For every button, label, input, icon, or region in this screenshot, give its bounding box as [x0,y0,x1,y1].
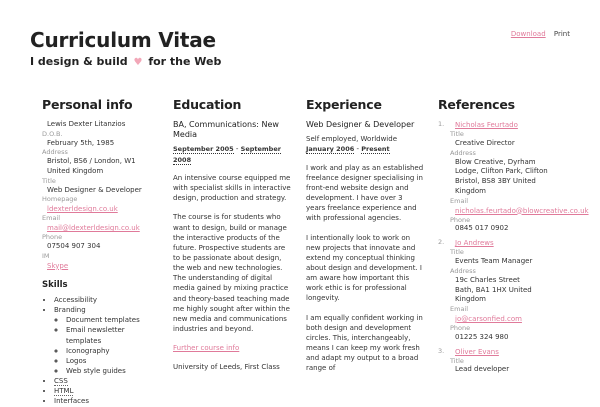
ref-email-label: Email [450,305,469,314]
personal-info-heading: Personal info [42,97,133,112]
ref-email-link[interactable]: jo@carsonfied.com [455,314,522,323]
company-name: Self employed, Worldwide [306,135,398,144]
experience-paragraph: I work and play as an established freelance designer specialising in front-end website design and development. I have over 3 years freelance experience and with professional agencies. [306,163,424,223]
experience-paragraph: I intentionally look to work on new projects that innovate and extend my conceptual thinking about design and development. I am aware how important this work ethic is for professional longevity. [306,233,422,303]
ref-email-label: Email [450,196,469,205]
references-column [438,96,589,400]
experience-paragraph: I am equally confident working in both design and development circles. This, interchangeably, means I can keep my work fresh and adapt my output to a broad range of [306,313,423,373]
ref-address-line: Lodge, Clifton Park, Clifton [455,167,548,176]
education-heading: Education [173,97,242,112]
email-label: Email [42,214,61,223]
skill-item [54,376,160,386]
ref-title-value: Events Team Manager [455,257,533,266]
skill-subitem: ◦ Logos [66,356,160,366]
homepage-link[interactable]: ldexterldesign.co.uk [47,205,118,214]
skill-abbr: CSS [54,377,68,386]
reference-name-link[interactable]: Jo Andrews [455,239,494,248]
ref-address-label: Address [450,148,476,157]
skill-item-label: Branding [54,306,86,315]
ref-address-line: Bath, BA1 1HX United [455,285,532,294]
print-link[interactable]: Print [553,30,570,38]
date-end: September 2008 [173,145,281,164]
skill-item: • Accessibility [54,295,160,305]
reference-name-link[interactable]: Oliver Evans [455,347,499,356]
skill-subitem: ◦ Email newsletter templates [66,325,160,345]
experience-dates [306,144,424,154]
phone-label: Phone [42,233,63,242]
education-dates [173,144,291,165]
role-title: Web Designer & Developer [306,120,415,130]
ref-email-link[interactable]: nicholas.feurtado@blowcreative.co.uk [455,206,589,215]
date-separator: - [233,145,241,154]
reference-number: 1. [438,120,445,129]
ref-title-value: Creative Director [455,139,515,148]
education-paragraph: An intensive course equipped me with specialist skills in interactive design, production and strategy. [173,173,291,203]
skill-abbr: HTML [54,387,74,396]
ref-title-label: Title [450,130,464,139]
email-link[interactable]: mail@ldexterldesign.co.uk [47,224,140,233]
skill-item [54,305,160,376]
reference-number: 3. [438,346,445,355]
reference-item [438,347,568,376]
course-info-link[interactable]: Further course info [173,344,240,353]
dob-value: February 5th, 1985 [47,138,115,147]
header-actions [511,30,570,38]
ref-phone-label: Phone [450,215,471,224]
ref-address-line: 19c Charles Street [455,275,520,284]
skills-list [42,295,160,407]
education-paragraph: University of Leeds, First Class [173,363,280,372]
tagline [30,55,221,68]
ref-address-line: Bristol, BS8 3BY United [455,177,536,186]
skill-item [54,386,160,396]
ref-title-label: Title [450,356,464,365]
dob-label: D.O.B. [42,129,63,138]
date-start: September 2005 [173,145,234,154]
ref-phone-label: Phone [450,324,471,333]
phone-value: 07504 907 304 [47,241,101,250]
ref-title-value: Lead developer [455,365,510,374]
tagline-text-start: I design & build [30,55,128,68]
title-label: Title [42,176,56,185]
reference-item [438,120,589,234]
ref-title-label: Title [450,248,464,257]
reference-name-link[interactable]: Nicholas Feurtado [455,121,518,130]
ref-phone-value: 01225 324 980 [455,332,509,341]
references-heading: References [438,97,515,112]
date-start: January 2006 [306,145,355,154]
address-line: United Kingdom [47,167,104,176]
skype-link[interactable]: Skype [47,261,69,270]
skill-item: • Interfaces [54,396,160,406]
skill-subitem: ◦ Iconography [66,346,160,356]
full-name: Lewis Dexter Litanzios [47,120,126,129]
ref-phone-value: 0845 017 0902 [455,224,509,233]
date-separator: - [354,145,362,154]
education-paragraph: The course is for students who want to design, build or manage the interactive products of the future. Prospective students are to be passionate about design, the web and new technologies. The understanding of digital media gained by mixing practice and theory-based teaching made me highly sought after within the new media and communications industries and beyond. [173,213,290,333]
experience-heading: Experience [306,97,382,112]
ref-address-line: Kingdom [455,295,486,304]
tagline-text-end: for the Web [148,55,222,68]
page-title: Curriculum Vitae [30,28,216,52]
title-value: Web Designer & Developer [47,185,142,194]
experience-column [306,96,424,400]
download-link[interactable]: Download [510,30,546,38]
reference-item [438,238,568,342]
skills-heading: Skills [42,279,68,290]
reference-number: 2. [438,238,445,247]
references-list [438,120,589,375]
degree-title: BA, Communications: New Media [173,120,279,140]
address-line: Bristol, BS6 / London, W1 [47,157,136,166]
skill-subitem: ◦ Document templates [66,315,160,325]
im-label: IM [42,251,50,260]
ref-address-line: Blow Creative, Dyrham [455,157,536,166]
homepage-label: Homepage [42,195,78,204]
personal-info-column [42,96,160,406]
ref-address-label: Address [450,266,476,275]
ref-address-line: Kingdom [455,186,486,195]
heart-icon: ♥ [133,57,143,68]
education-column [173,96,291,400]
skill-subitem: ◦ Web style guides [66,366,160,376]
date-end: Present [361,145,390,154]
address-label: Address [42,148,68,157]
